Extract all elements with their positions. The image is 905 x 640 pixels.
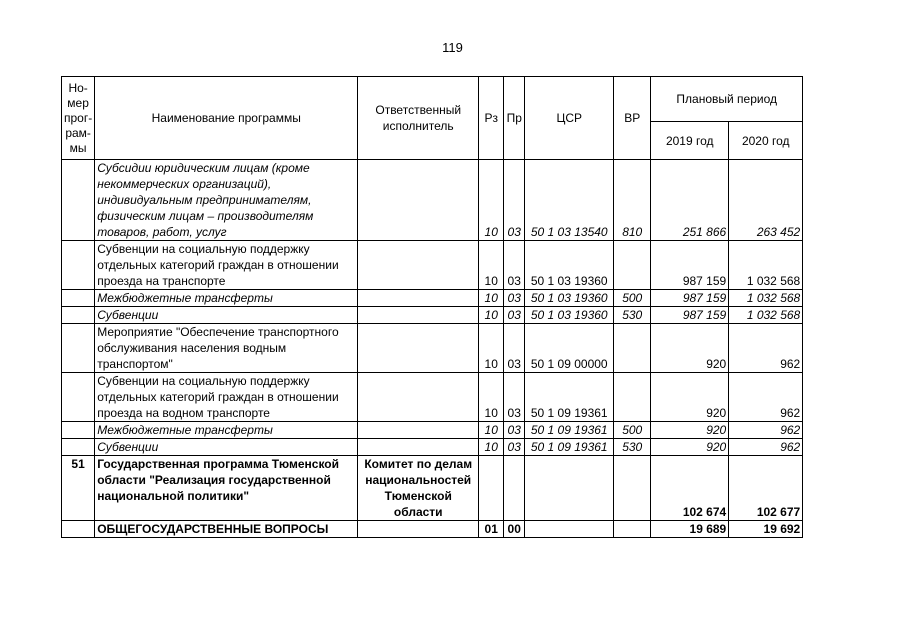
table-row (62, 324, 803, 373)
row-csr: 50 1 09 00000 (525, 324, 614, 373)
row-rz: 10 (479, 160, 504, 241)
row-csr: 50 1 03 13540 (525, 160, 614, 241)
header-rz: Рз (479, 77, 504, 160)
row-number (62, 241, 95, 290)
budget-table (61, 76, 803, 538)
row-2020-amount: 962 (729, 373, 803, 422)
row-2019-amount: 920 (651, 324, 729, 373)
row-number (62, 373, 95, 422)
row-2020-amount: 102 677 (729, 456, 803, 521)
header-program-number: Но-мер прог-рам-мы (62, 77, 95, 160)
row-vr (614, 241, 651, 290)
row-responsible (358, 241, 479, 290)
row-number (62, 160, 95, 241)
header-year-2020: 2020 год (729, 122, 803, 160)
row-responsible (358, 307, 479, 324)
row-2019-amount: 987 159 (651, 290, 729, 307)
row-rz: 10 (479, 324, 504, 373)
row-name: Субвенции на социальную поддержку отдельных категорий граждан в отношении проезда на водном транспорте (95, 373, 358, 422)
row-pr: 03 (504, 324, 525, 373)
row-2019-amount: 102 674 (651, 456, 729, 521)
row-vr (614, 324, 651, 373)
row-number: 51 (62, 456, 95, 521)
table-row (62, 521, 803, 538)
row-number (62, 307, 95, 324)
row-pr: 03 (504, 241, 525, 290)
row-rz: 10 (479, 290, 504, 307)
row-number (62, 324, 95, 373)
header-year-2019: 2019 год (651, 122, 729, 160)
row-2020-amount: 962 (729, 439, 803, 456)
row-2020-amount: 1 032 568 (729, 307, 803, 324)
row-number (62, 290, 95, 307)
row-2019-amount: 920 (651, 422, 729, 439)
row-pr: 03 (504, 160, 525, 241)
row-responsible (358, 521, 479, 538)
row-responsible (358, 290, 479, 307)
table-row (62, 422, 803, 439)
row-vr (614, 456, 651, 521)
row-pr: 00 (504, 521, 525, 538)
row-name: Субвенции на социальную поддержку отдельных категорий граждан в отношении проезда на транспорте (95, 241, 358, 290)
row-number (62, 521, 95, 538)
row-responsible (358, 439, 479, 456)
row-name: Мероприятие "Обеспечение транспортного обслуживания населения водным транспортом" (95, 324, 358, 373)
row-name: ОБЩЕГОСУДАРСТВЕННЫЕ ВОПРОСЫ (95, 521, 358, 538)
row-csr: 50 1 03 19360 (525, 241, 614, 290)
row-vr (614, 373, 651, 422)
row-vr: 530 (614, 307, 651, 324)
row-responsible (358, 160, 479, 241)
row-2020-amount: 19 692 (729, 521, 803, 538)
row-rz: 10 (479, 373, 504, 422)
table-row (62, 373, 803, 422)
row-vr: 500 (614, 422, 651, 439)
row-2019-amount: 920 (651, 373, 729, 422)
row-csr (525, 521, 614, 538)
row-rz: 10 (479, 307, 504, 324)
row-csr (525, 456, 614, 521)
row-pr: 03 (504, 439, 525, 456)
header-pr: Пр (504, 77, 525, 160)
row-2020-amount: 962 (729, 324, 803, 373)
row-pr: 03 (504, 307, 525, 324)
row-2020-amount: 962 (729, 422, 803, 439)
row-name: Межбюджетные трансферты (95, 422, 358, 439)
row-vr: 500 (614, 290, 651, 307)
header-responsible: Ответственный исполнитель (358, 77, 479, 160)
header-planned-period: Плановый период (651, 77, 803, 122)
row-number (62, 422, 95, 439)
row-name: Межбюджетные трансферты (95, 290, 358, 307)
row-responsible (358, 324, 479, 373)
row-csr: 50 1 09 19361 (525, 439, 614, 456)
row-2019-amount: 987 159 (651, 307, 729, 324)
row-name: Субвенции (95, 307, 358, 324)
row-name: Государственная программа Тюменской области "Реализация государственной национальной политики" (95, 456, 358, 521)
row-rz: 10 (479, 241, 504, 290)
row-csr: 50 1 03 19360 (525, 290, 614, 307)
row-2020-amount: 1 032 568 (729, 290, 803, 307)
row-pr (504, 456, 525, 521)
page-number: 119 (442, 40, 463, 55)
table-row (62, 456, 803, 521)
row-2019-amount: 920 (651, 439, 729, 456)
row-rz: 01 (479, 521, 504, 538)
row-2019-amount: 987 159 (651, 241, 729, 290)
row-2020-amount: 1 032 568 (729, 241, 803, 290)
row-rz: 10 (479, 439, 504, 456)
row-csr: 50 1 09 19361 (525, 422, 614, 439)
row-2020-amount: 263 452 (729, 160, 803, 241)
row-vr: 810 (614, 160, 651, 241)
row-responsible (358, 422, 479, 439)
row-rz (479, 456, 504, 521)
row-2019-amount: 19 689 (651, 521, 729, 538)
row-name: Субсидии юридическим лицам (кроме некоммерческих организаций), индивидуальным предпринимателям, физическим лицам – производителям товаров, работ, услуг (95, 160, 358, 241)
table-row (62, 160, 803, 241)
row-pr: 03 (504, 373, 525, 422)
row-responsible (358, 373, 479, 422)
row-name: Субвенции (95, 439, 358, 456)
row-responsible: Комитет по делам национальностей Тюменской области (358, 456, 479, 521)
table-row (62, 439, 803, 456)
row-pr: 03 (504, 422, 525, 439)
row-2019-amount: 251 866 (651, 160, 729, 241)
row-pr: 03 (504, 290, 525, 307)
row-vr (614, 521, 651, 538)
row-rz: 10 (479, 422, 504, 439)
row-csr: 50 1 09 19361 (525, 373, 614, 422)
table-row (62, 241, 803, 290)
table-row (62, 307, 803, 324)
header-vr: ВР (614, 77, 651, 160)
header-csr: ЦСР (525, 77, 614, 160)
row-vr: 530 (614, 439, 651, 456)
row-number (62, 439, 95, 456)
row-csr: 50 1 03 19360 (525, 307, 614, 324)
table-row (62, 290, 803, 307)
header-program-name: Наименование программы (95, 77, 358, 160)
